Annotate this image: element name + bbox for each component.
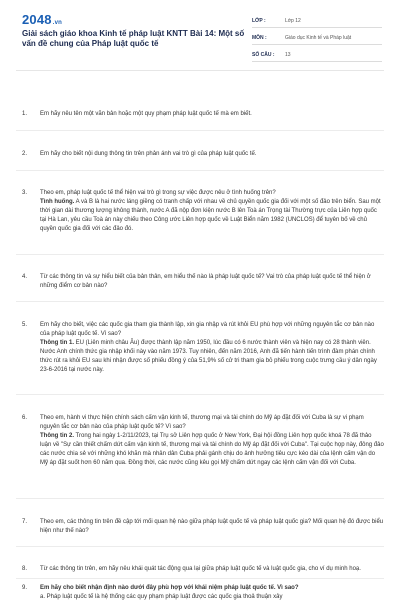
document-header — [0, 0, 400, 66]
document-meta — [252, 14, 382, 65]
question-divider — [16, 254, 384, 255]
question-divider — [16, 498, 384, 499]
question-context: Tình huống. A và B là hai nước láng giềng có tranh chấp với nhau về chủ quyền quốc gia đối với một số đảo trên biển. Sau một thời gian dài thương lượng không thành, nước A đã nộp đơn kiện nước B lên Toà án Trọng tài Thường trực của Liên hợp quốc tại Hà Lan, yêu cầu Toà án này chiếu theo Công ước Liên hợp quốc về Luật Biển năm 1982 (UNCLOS) để tuyên bố về chủ quyền quốc gia đối với các đảo đó. — [40, 199, 381, 232]
question-divider — [16, 394, 384, 395]
document-title: Giải sách giáo khoa Kinh tế pháp luật KNTT Bài 14: Một số vấn đề chung của Pháp luật quốc tế — [22, 29, 245, 48]
question-divider — [16, 130, 384, 131]
question-divider — [16, 301, 384, 302]
meta-row-class: LỚP : Lớp 12 — [252, 14, 382, 28]
header-divider — [16, 70, 384, 71]
document-page: 2048.vn Giải sách giáo khoa Kinh tế pháp luật KNTT Bài 14: Một số vấn đề chung của Pháp luật quốc tế LỚP : Lớp 12 MÔN : Giáo dục Kinh tế và Pháp luật SỐ CÂU : 13 1. Em hãy nêu tên một văn bản hoặc một quy phạm pháp luật quốc tế mà em biết. 2. Em hãy cho biết nội dung thông tin trên phản ánh vai trò gì của pháp luật quốc tế. 3. Theo em, pháp luật quốc tế thể hiện vai trò gì trong sự việc được nêu ở tình huống trên? Tình huống. A và B là hai nước láng giềng có tranh chấp với nhau về chủ quyền quốc gia đối với một số đảo trên biển. Sau một thời gian dài thương lượng không thành, nước A đã nộp đơn kiện nước B lên Toà án Trọng tài Thường trực của Liên hợp quốc tại Hà Lan, yêu cầu Toà án này chiếu theo Công ước Liên hợp quốc về Luật Biển năm 1982 (UNCLOS) để tuyên bố về chủ quyền quốc gia đối với các đảo đó. 4. Từ các thông tin và sự hiểu biết của bản thân, em hiểu thế nào là pháp luật quốc tế? Vai trò của pháp luật quốc tế thể hiện ở những điểm cơ bản nào? 5. Em hãy cho biết, việc các quốc gia tham gia thành lập, xin gia nhập và rút khỏi EU phù hợp với những nguyên tắc cơ bản nào của pháp luật quốc tế. Vì sao? Thông tin 1. EU (Liên minh châu Âu) được thành lập năm 1950, lúc đầu có 6 nước thành viên và hiện nay có 28 thành viên. Nước Anh chính thức gia nhập khối này vào năm 1973. Tuy nhiên, đến năm 2016, Anh đã tiến hành tiến trình đàm phán chính thức rút ra khỏi EU sau khi nhận được số phiếu đồng ý của 51,9% số cử tri tham gia bỏ phiếu trong cuộc trưng cầu ý dân ngày 23-6-2016 tại nước này. 6. Theo em, hành vi thực hiện chính sách cấm vận kinh tế, thương mại và tài chính do Mỹ áp đặt đối với Cuba là sự vi phạm nguyên tắc cơ bản nào của pháp luật quốc tế? Vì sao? Thông tin 2. Trong hai ngày 1-2/11/2023, tại Trụ sở Liên hợp quốc ở New York, Đại hội đồng Liên hợp quốc khoá 78 đã thảo luận về "Sự cần thiết chấm dứt cấm vận kinh tế, thương mại và tài chính do Mỹ áp đặt đối với Cuba". Tại cuộc họp này, đông đảo các nước chia sẻ với những khó khăn mà nhân dân Cuba phải gánh chịu do ảnh hưởng tiêu cực kéo dài của lệnh cấm vận do Mỹ áp đặt suốt hơn 60 năm qua. Đồng thời, các nước cũng kêu gọi Mỹ chấm dứt ngay các lệnh cấm vận đối với Cuba. 7. Theo em, các thông tin trên đề cập tới mối quan hệ nào giữa pháp luật quốc tế và pháp luật quốc gia? Mối quan hệ đó được biểu hiện như thế nào? 8. Từ các thông tin trên, em hãy nêu khái quát tác động qua lại giữa pháp luật quốc tế và luật quốc gia, cho ví dụ minh hoạ. 9. Em hãy cho biết nhận định nào dưới đây phù hợp với khái niệm pháp luật quốc tế. Vì sao? a. Pháp luật quốc tế là hệ thống các quy phạm pháp luật được các quốc gia thoả thuận xây — [0, 0, 400, 600]
question-divider — [16, 170, 384, 171]
site-logo[interactable]: 2048.vn — [22, 12, 63, 27]
question-context: Thông tin 2. Trong hai ngày 1-2/11/2023, tại Trụ sở Liên hợp quốc ở New York, Đại hội đồng Liên hợp quốc khoá 78 đã thảo luận về "Sự cần thiết chấm dứt cấm vận kinh tế, thương mại và tài chính do Mỹ áp đặt đối với Cuba". Tại cuộc họp này, đông đảo các nước chia sẻ với những khó khăn mà nhân dân Cuba phải gánh chịu do ảnh hưởng tiêu cực kéo dài của lệnh cấm vận do Mỹ áp đặt suốt hơn 60 năm qua. Đồng thời, các nước cũng kêu gọi Mỹ chấm dứt ngay các lệnh cấm vận đối với Cuba. — [40, 433, 384, 466]
answer-option: a. Pháp luật quốc tế là hệ thống các quy phạm pháp luật được các quốc gia thoả thuận xây — [40, 594, 283, 600]
meta-row-subject: MÔN : Giáo dục Kinh tế và Pháp luật — [252, 31, 382, 45]
meta-row-count: SỐ CÂU : 13 — [252, 48, 382, 62]
question-divider — [16, 578, 384, 579]
question-divider — [16, 546, 384, 547]
question-context: Thông tin 1. EU (Liên minh châu Âu) được thành lập năm 1950, lúc đầu có 6 nước thành viên và hiện nay có 28 thành viên. Nước Anh chính thức gia nhập khối này vào năm 1973. Tuy nhiên, đến năm 2016, Anh đã tiến hành tiến trình đàm phán chính thức rút ra khỏi EU sau khi nhận được số phiếu đồng ý của 51,9% số cử tri tham gia bỏ phiếu trong cuộc trưng cầu ý dân ngày 23-6-2016 tại nước này. — [40, 340, 377, 373]
